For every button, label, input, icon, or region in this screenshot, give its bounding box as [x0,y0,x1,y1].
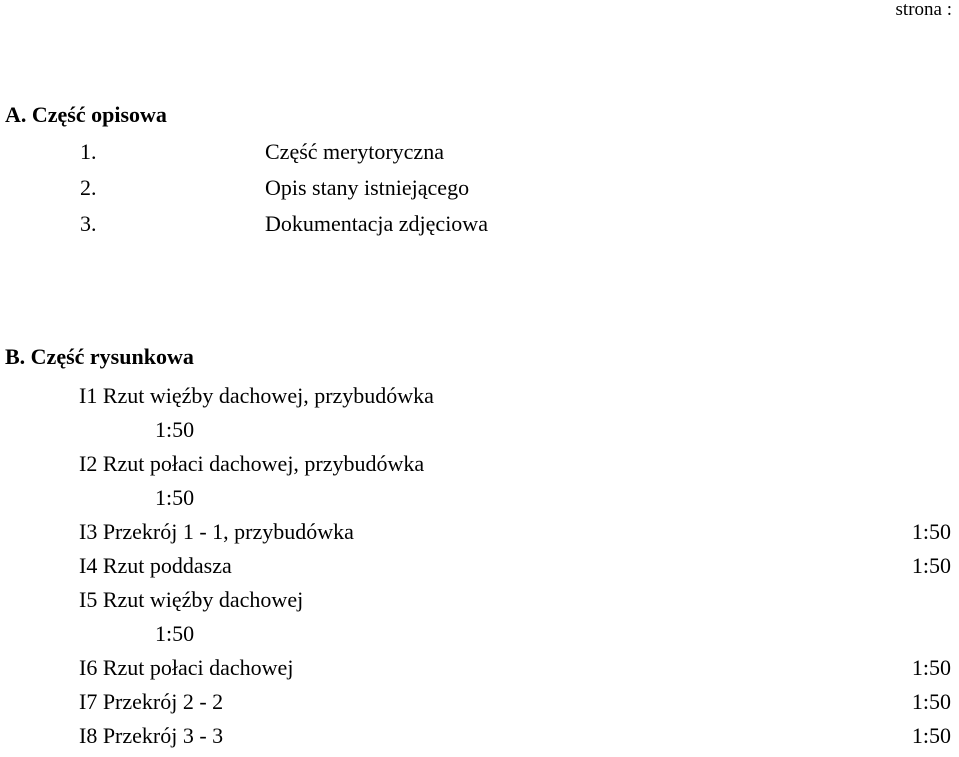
drawing-list-item [0,719,959,753]
drawing-title: I8 Przekrój 3 - 3 [79,723,224,748]
drawing-scale: 1:50 [911,655,951,680]
drawing-list-item [0,515,959,549]
drawing-scale: 1:50 [155,621,195,646]
list-item-number: 3. [80,211,97,236]
drawing-title: I1 Rzut więźby dachowej, przybudówka [79,383,434,408]
drawing-list-item [0,379,959,447]
list-item-label: Opis stany istniejącego [265,175,470,200]
drawing-scale: 1:50 [911,553,951,578]
drawing-title: I3 Przekrój 1 - 1, przybudówka [79,519,354,544]
list-item [0,136,600,172]
drawing-title: I4 Rzut poddasza [79,553,232,578]
drawing-list-item [0,447,959,515]
list-item-label: Dokumentacja zdjęciowa [265,211,488,236]
drawing-list-item [0,583,959,651]
drawing-title: I7 Przekrój 2 - 2 [79,689,224,714]
page-number-label: strona : [895,0,952,20]
drawing-list-item [0,651,959,685]
list-item [0,172,600,208]
section-b-heading: B. Część rysunkowa [5,344,194,369]
drawing-title: I5 Rzut więźby dachowej [79,587,304,612]
section-a-list [0,136,600,244]
drawing-list-item [0,685,959,719]
drawing-scale: 1:50 [155,485,195,510]
drawing-scale: 1:50 [155,417,195,442]
drawing-title: I6 Rzut połaci dachowej [79,655,294,680]
list-item [0,208,600,244]
drawing-list-item [0,549,959,583]
section-a-heading: A. Część opisowa [5,102,167,127]
drawing-scale: 1:50 [911,519,951,544]
drawing-scale: 1:50 [911,723,951,748]
list-item-number: 1. [80,139,97,164]
drawing-title: I2 Rzut połaci dachowej, przybudówka [79,451,425,476]
list-item-number: 2. [80,175,97,200]
drawing-scale: 1:50 [911,689,951,714]
drawing-list [0,379,959,753]
list-item-label: Część merytoryczna [265,139,444,164]
